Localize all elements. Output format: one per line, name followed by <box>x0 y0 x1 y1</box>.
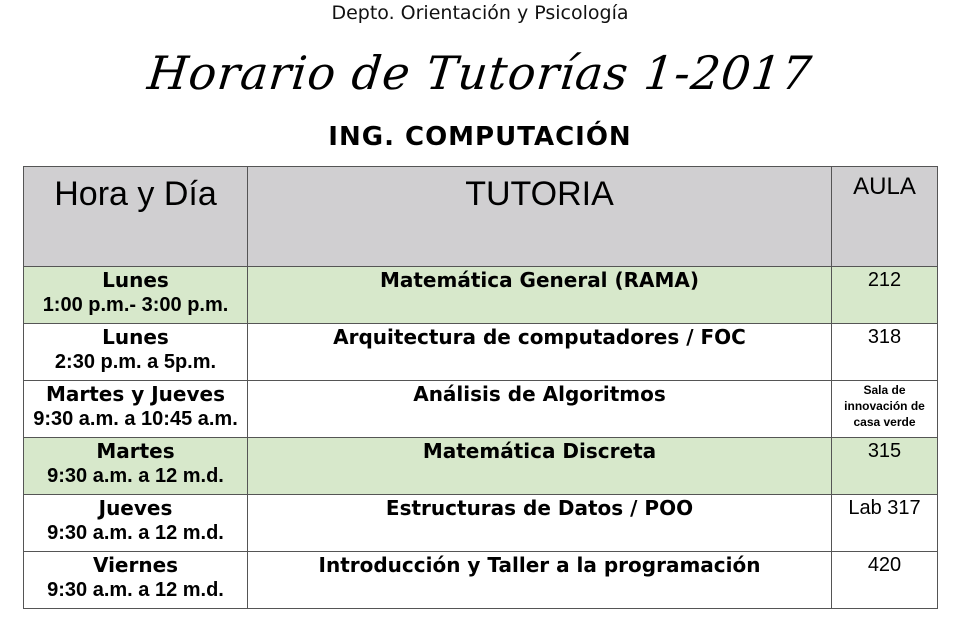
cell-tutoria <box>248 552 832 609</box>
row-course: Análisis de Algoritmos <box>413 382 666 406</box>
cell-aula <box>832 381 938 438</box>
row-time: 9:30 a.m. a 12 m.d. <box>47 465 224 487</box>
row-time: 9:30 a.m. a 12 m.d. <box>47 522 224 544</box>
table-row <box>24 381 938 438</box>
table-row <box>24 267 938 324</box>
cell-hora-dia <box>24 324 248 381</box>
column-header-aula <box>832 167 938 267</box>
cell-aula <box>832 552 938 609</box>
cell-tutoria <box>248 267 832 324</box>
row-day: Martes y Jueves <box>45 382 225 406</box>
row-time: 2:30 p.m. a 5p.m. <box>54 351 217 373</box>
row-day: Lunes <box>102 325 169 349</box>
row-course: Matemática General (RAMA) <box>379 268 700 292</box>
row-course: Introducción y Taller a la programación <box>318 553 761 577</box>
tutoring-schedule-table <box>23 166 938 609</box>
row-room: 318 <box>867 326 902 348</box>
cell-hora-dia <box>24 438 248 495</box>
cell-aula <box>832 438 938 495</box>
cell-aula <box>832 267 938 324</box>
row-room: Lab 317 <box>848 497 921 519</box>
row-day: Jueves <box>98 496 173 520</box>
page-title: Horario de Tutorías 1-2017 <box>145 46 815 100</box>
cell-hora-dia <box>24 552 248 609</box>
row-room: 212 <box>867 269 902 291</box>
row-room: 420 <box>867 554 902 576</box>
column-header-hora-dia <box>24 167 248 267</box>
row-course: Arquitectura de computadores / FOC <box>333 325 746 349</box>
row-time: 1:00 p.m.- 3:00 p.m. <box>42 294 229 316</box>
table-row <box>24 324 938 381</box>
row-course: Matemática Discreta <box>422 439 657 463</box>
cell-hora-dia <box>24 381 248 438</box>
row-time: 9:30 a.m. a 10:45 a.m. <box>33 408 238 430</box>
career-subtitle: ING. COMPUTACIÓN <box>328 122 632 152</box>
row-day: Viernes <box>92 553 179 577</box>
row-day: Martes <box>96 439 175 463</box>
cell-tutoria <box>248 495 832 552</box>
column-header-tutoria <box>248 167 832 267</box>
row-time: 9:30 a.m. a 12 m.d. <box>47 579 224 601</box>
table-row <box>24 552 938 609</box>
cell-tutoria <box>248 438 832 495</box>
row-course: Estructuras de Datos / POO <box>385 496 694 520</box>
cell-hora-dia <box>24 267 248 324</box>
table-header-row <box>24 167 938 267</box>
cell-aula <box>832 495 938 552</box>
cell-aula <box>832 324 938 381</box>
cell-tutoria <box>248 381 832 438</box>
column-header-tutoria-label: TUTORIA <box>465 175 614 213</box>
table-row <box>24 438 938 495</box>
cell-hora-dia <box>24 495 248 552</box>
row-day: Lunes <box>102 268 169 292</box>
row-room: 315 <box>867 440 902 462</box>
cell-tutoria <box>248 324 832 381</box>
row-room: Sala de innovación de casa verde <box>844 383 925 429</box>
column-header-aula-label: AULA <box>853 173 916 200</box>
column-header-hora-dia-label: Hora y Día <box>54 175 217 213</box>
department-name: Depto. Orientación y Psicología <box>331 2 629 24</box>
table-row <box>24 495 938 552</box>
